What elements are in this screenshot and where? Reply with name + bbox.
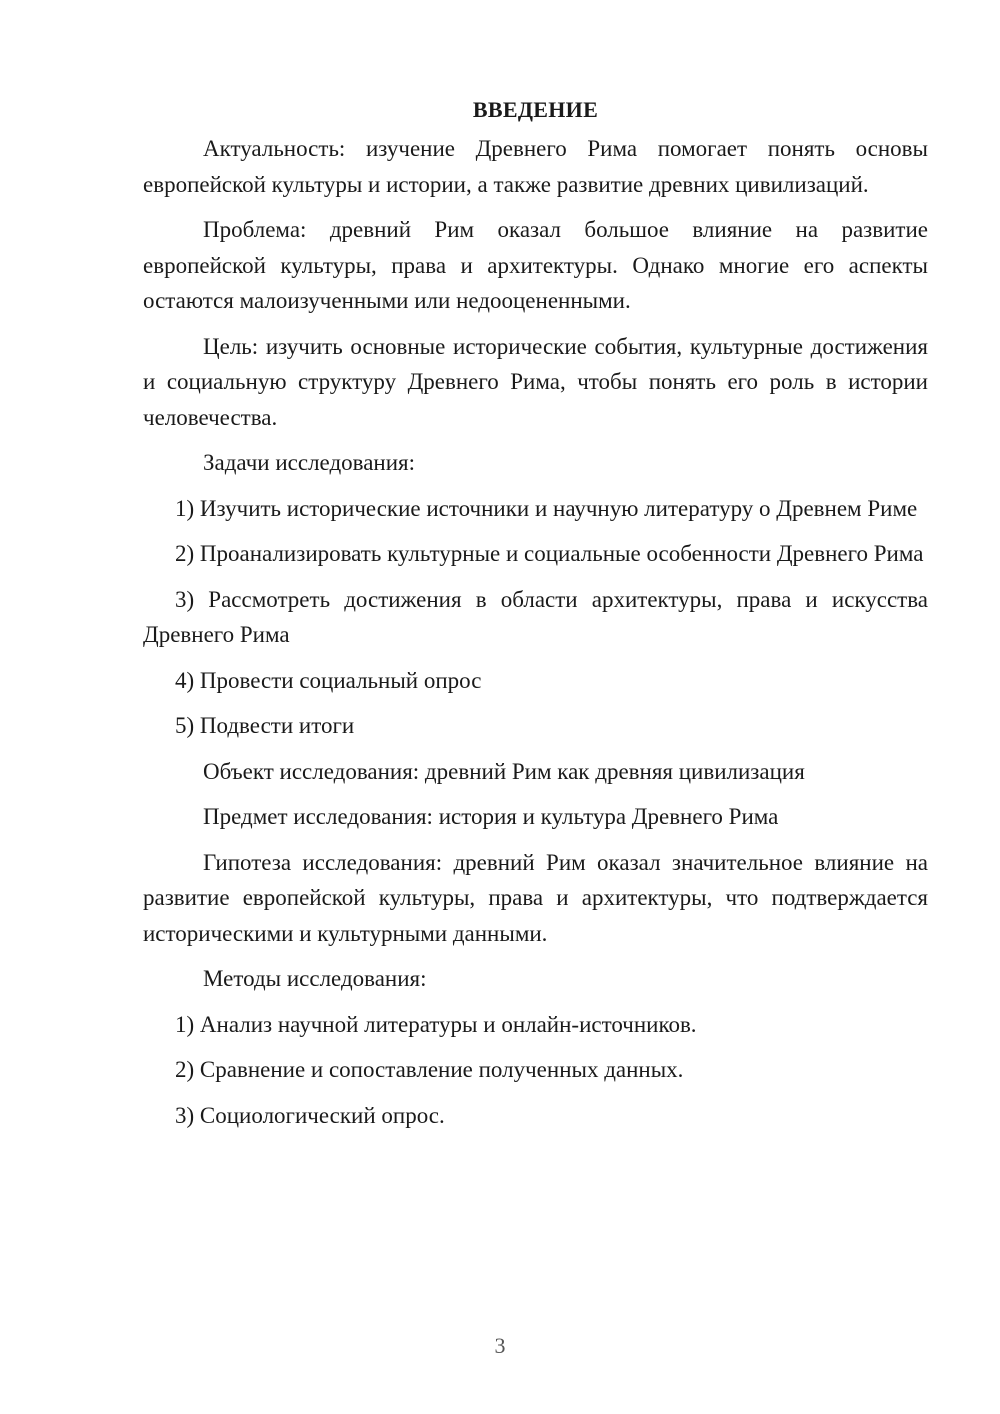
list-item: 2) Проанализировать культурные и социальные особенности Древнего Рима: [175, 541, 924, 566]
page-title: ВВЕДЕНИЕ: [472, 97, 599, 122]
list-item: 3) Рассмотреть достижения в области архитектуры, права и искусства Древнего Рима: [143, 586, 928, 647]
methods-heading: Методы исследования:: [203, 966, 427, 991]
tasks-list: [143, 491, 928, 744]
list-item: 3) Социологический опрос.: [175, 1102, 445, 1128]
goal-paragraph: Цель: изучить основные исторические события, культурные достижения и социальную структуру Древнего Рима, чтобы понять его роль в истории человечества.: [143, 333, 928, 430]
object-paragraph: Объект исследования: древний Рим как древняя цивилизация: [203, 758, 805, 784]
page-number: 3: [494, 1333, 506, 1358]
document-page: [143, 92, 928, 1143]
tasks-heading: Задачи исследования:: [203, 450, 416, 475]
methods-list: [143, 1007, 928, 1134]
list-item: 5) Подвести итоги: [175, 713, 355, 738]
problem-paragraph: Проблема: древний Рим оказал большое влияние на развитие европейской культуры, права и архитектуры. Однако многие его аспекты остаются малоизученными или недооцененными.: [143, 217, 928, 313]
hypothesis-paragraph: Гипотеза исследования: древний Рим оказал значительное влияние на развитие европейской культуры, права и архитектуры, что подтверждается историческими и культурными данными.: [143, 849, 928, 946]
subject-paragraph: Предмет исследования: история и культура Древнего Рима: [203, 804, 779, 829]
list-item: 4) Провести социальный опрос: [175, 667, 482, 693]
list-item: 1) Изучить исторические источники и научную литературу о Древнем Риме: [175, 495, 918, 521]
list-item: 1) Анализ научной литературы и онлайн-источников.: [175, 1011, 697, 1037]
relevance-paragraph: Актуальность: изучение Древнего Рима помогает понять основы европейской культуры и истории, а также развитие древних цивилизаций.: [143, 136, 928, 197]
list-item: 2) Сравнение и сопоставление полученных данных.: [175, 1057, 684, 1082]
